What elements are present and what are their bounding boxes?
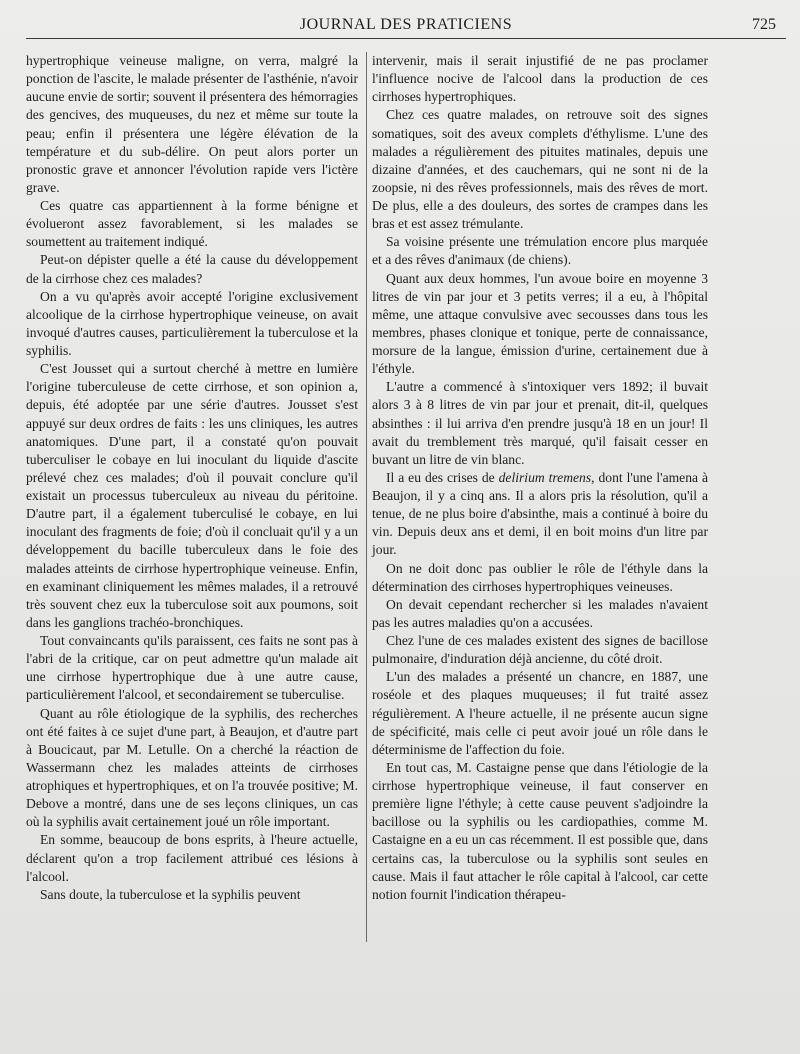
paragraph (26, 251, 358, 287)
paragraph (372, 596, 708, 632)
left-column (26, 52, 358, 904)
italic-term: delirium tremens (498, 469, 592, 485)
paragraph-text: Quant au rôle étiologique de la syphilis, des recherches ont été faites à ce sujet d'une part, à Beaujon, et d'autre part à Boucicaut, par M. Letulle. On a cherché la réaction de Wassermann chez les malades atteints de cirrhoses atrophiques et hypertrophiques, et on l'a trouvée positive; M. Debove a montré, dans une de ses leçons cliniques, un cas où la syphilis avait certainement joué un rôle important. (26, 705, 358, 830)
paragraph-text: Sa voisine présente une trémulation encore plus marquée et a des rêves d'animaux (de chiens). (372, 234, 708, 268)
paragraph-text: Sans doute, la tuberculose et la syphilis peuvent (40, 886, 301, 902)
paragraph-text: , dont l'une l'amena à Beaujon, il y a cinq ans. Il a alors pris la résolution, qu'il a tenue, de ne plus boire d'absinthe, mais a continué à boire du vin. Depuis deux ans et demi, il en boit moins d'un litre par jour. (372, 469, 709, 558)
paragraph (26, 632, 358, 705)
paragraph (372, 106, 708, 233)
paragraph (372, 668, 708, 759)
paragraph-text: L'autre a commencé à s'intoxiquer vers 1892; il buvait alors 3 à 8 litres de vin par jour et prenait, dit-il, quelques absinthes : il lui arriva d'en prendre jusqu'à 18 en un jour! Il avait du tremblement très marqué, qu'il faisait cesser en buvant un litre de vin blanc. (372, 379, 708, 467)
paragraph-text: Tout convaincants qu'ils paraissent, ces faits ne sont pas à l'abri de la critique, car on peut admettre qu'un malade ait une cirrhose hypertrophique due à une autre cause, particulièrement l'alcool, et secondairement se tuberculise. (26, 633, 358, 703)
paragraph-text: hypertrophique veineuse maligne, on verra, malgré la ponction de l'ascite, le malade présenter de l'asthénie, n'avoir aucune envie de sortir; souvent il présentera des hémorragies des gencives, des muqueuses, du nez et même sur toute la peau; enfin il présentera une légère élévation de la température et du sub-délire. On peut alors porter un pronostic grave et annoncer l'évolution rapide vers l'ictère grave. (26, 53, 358, 195)
paragraph-text-start: Il a eu des crises de (386, 469, 499, 485)
paragraph (26, 831, 358, 885)
right-column (372, 52, 708, 904)
paragraph-text: C'est Jousset qui a surtout cherché à mettre en lumière l'origine tuberculeuse de cette cirrhose, et son opinion a, depuis, été adoptée par une série d'autres. Jousset s'est appuyé sur deux ordres de faits : les uns cliniques, les autres anatomiques. D'une part, il a constaté qu'on pouvait tuberculiser le cobaye en lui inoculant du liquide d'ascite prélevé chez ces malades; d'où il pouvait conclure qu'il existait un processus tuberculeux au niveau du péritoine. D'autre part, il a également tuberculisé le cobaye, en lui inoculant des fragments de foie; d'où il concluait qu'il y a un développement du bacille tuberculeux dans le foie des malades atteints de cirrhose hypertrophique veineuse. Enfin, en examinant cliniquement les mêmes malades, il a retrouvé très souvent chez eux la tuberculose soit aux poumons, soit dans les ganglions trachéo-bronchiques. (26, 361, 358, 630)
paragraph-text: L'un des malades a présenté un chancre, en 1887, une roséole et des plaques muqueuses; il fut traité assez régulièrement. A l'heure actuelle, il ne présente aucun signe de spécificité, mais celle ci peut avoir joué un rôle dans le déterminisme de l'affection du foie. (372, 669, 708, 757)
paragraph-text: Peut-on dépister quelle a été la cause du développement de la cirrhose chez ces malades? (26, 252, 358, 286)
paragraph (26, 197, 358, 251)
paragraph (372, 378, 708, 469)
paragraph (372, 270, 708, 379)
paragraph (372, 759, 708, 904)
paragraph (26, 360, 358, 632)
paragraph (372, 560, 708, 596)
paragraph (372, 233, 708, 269)
paragraph (26, 288, 358, 361)
paragraph-text: En somme, beaucoup de bons esprits, à l'heure actuelle, déclarent qu'on a trop facilement attribué ces lésions à l'alcool. (26, 832, 358, 884)
paragraph-text: On devait cependant rechercher si les malades n'avaient pas les autres maladies qu'on a accusées. (372, 596, 708, 630)
paragraph (372, 469, 708, 560)
running-header (26, 14, 786, 39)
paragraph (26, 886, 358, 904)
paragraph-text: intervenir, mais il serait injustifié de ne pas proclamer l'influence nocive de l'alcool dans la production de ces cirrhoses hypertrophiques. (372, 53, 708, 105)
paragraph-text: On a vu qu'après avoir accepté l'origine exclusivement alcoolique de la cirrhose hypertrophique veineuse, on avait invoqué d'autres causes, particulièrement la tuberculose et la syphilis. (26, 288, 358, 358)
journal-title: JOURNAL DES PRATICIENS (299, 16, 513, 33)
column-divider (366, 52, 367, 942)
paragraph-text: Chez ces quatre malades, on retrouve soit des signes somatiques, soit des aveux complets d'éthylisme. L'une des malades a régulièrement des pituites matinales, depuis une dizaine d'années, et des cauchemars, qui ne sont ni de la zoopsie, ni des rêves professionnels, mais des rêves de mort. De plus, elle a des douleurs, des sortes de crampes dans les bras et est assez trémulante. (372, 107, 708, 232)
paragraph-text: Ces quatre cas appartiennent à la forme bénigne et évolueront assez favorablement, si les malades se soumettent au traitement indiqué. (26, 198, 358, 250)
page-number: 725 (752, 16, 776, 33)
paragraph-text: On ne doit donc pas oublier le rôle de l'éthyle dans la détermination des cirrhoses hypertrophiques veineuses. (372, 560, 708, 594)
paragraph-text: Chez l'une de ces malades existent des signes de bacillose pulmonaire, d'induration déjà ancienne, du côté droit. (372, 633, 708, 667)
paragraph (26, 52, 358, 197)
paragraph-text: Quant aux deux hommes, l'un avoue boire en moyenne 3 litres de vin par jour et 3 petits verres; il a eu, à l'hôpital même, une attaque convulsive avec secousses dans tous les membres, phases clonique et tonique, perte de connaissance, morsure de la langue, émission d'urine, certainement due à l'éthyle. (372, 270, 708, 377)
paragraph (372, 632, 708, 668)
paragraph (372, 52, 708, 106)
paragraph (26, 705, 358, 832)
paragraph-text: En tout cas, M. Castaigne pense que dans l'étiologie de la cirrhose hypertrophique veineuse, il faut conserver en première ligne l'éthyle; à cette cause peuvent s'adjoindre la bacillose ou la syphilis ou les cardiopathies, comme M. Castaigne en a eu un cas récemment. Il est possible que, dans certains cas, la tuberculose ou la syphilis sont seules en cause. Mais il faut attacher le rôle capital à l'alcool, car cette notion fournit l'indication thérapeu- (372, 759, 708, 902)
